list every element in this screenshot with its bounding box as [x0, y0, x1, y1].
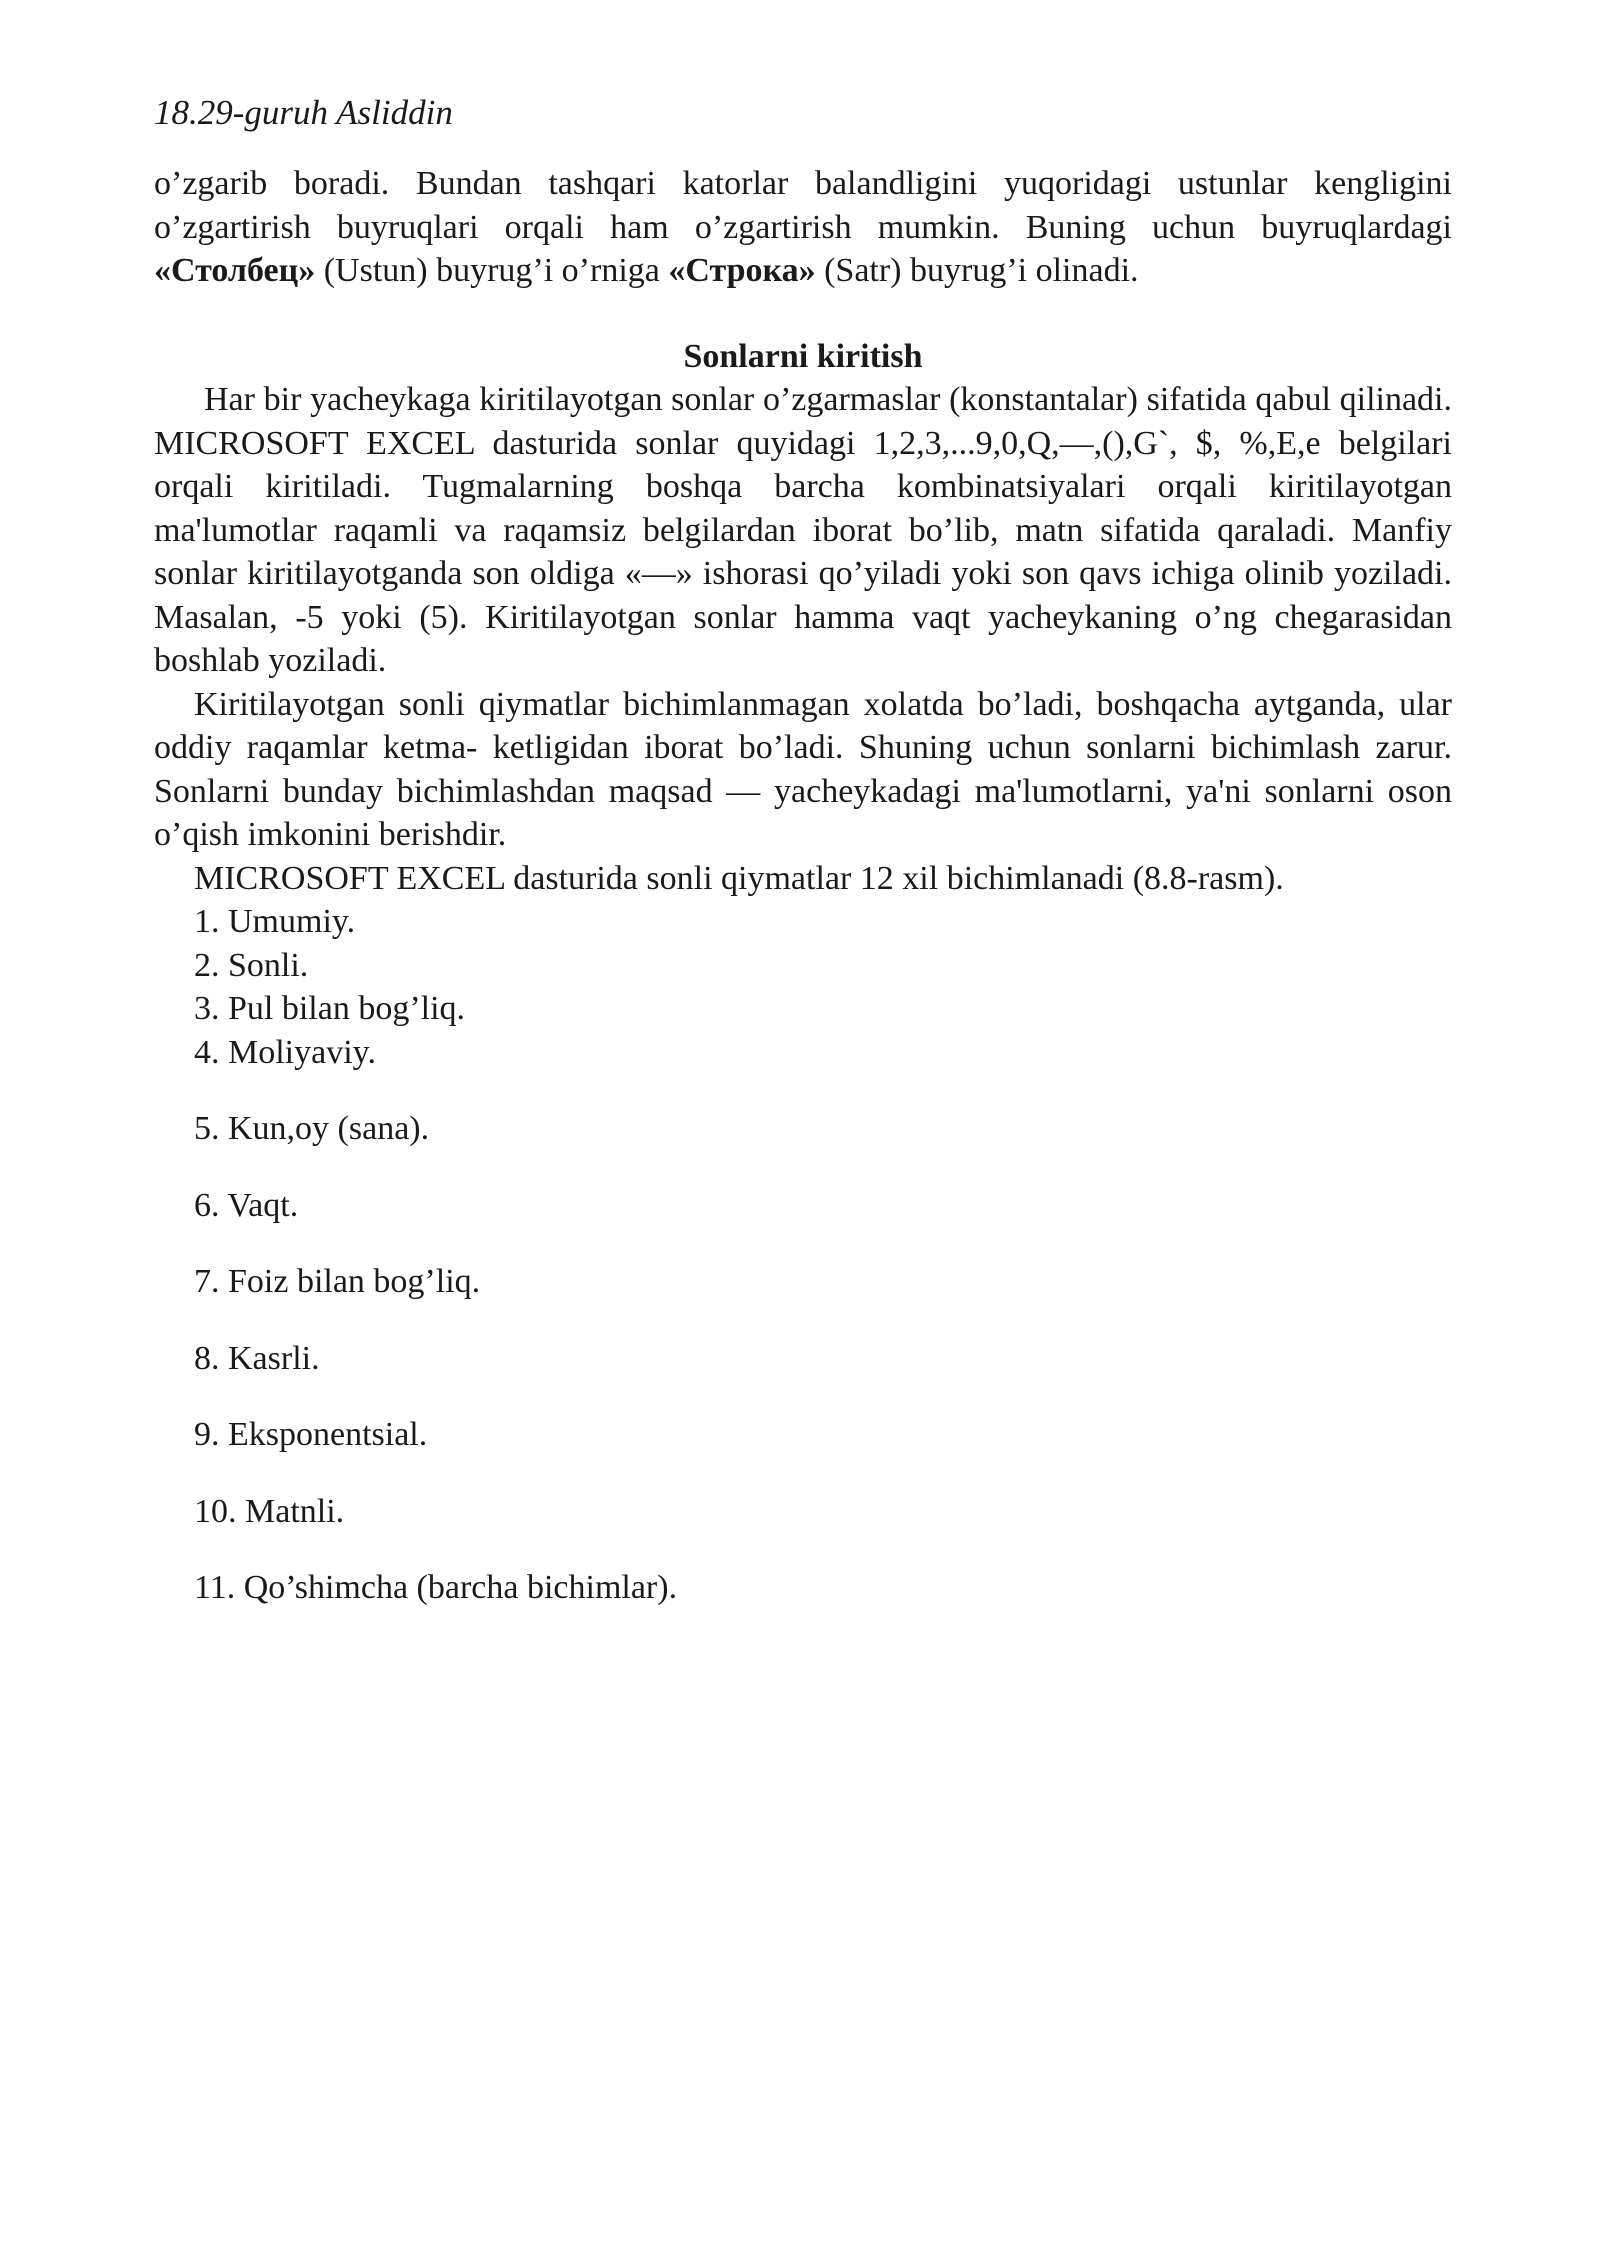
list-item: 6. Vaqt.: [194, 1186, 299, 1224]
document-page: [154, 92, 1452, 1610]
list-item: 9. Eksponentsial.: [194, 1416, 428, 1453]
intro-text-3: (Satr) buyrug’i olinadi.: [815, 252, 1139, 289]
intro-bold-stolbets: «Столбец»: [154, 252, 316, 289]
section-paragraph-1: Har bir yacheykaga kiritilayotgan sonlar o’zgarmaslar (konstantalar) sifatida qabul qilinadi. MICROSOFT EXCEL dasturida sonlar quyidagi 1,2,3,...9,0,Q,—,(),G`, $, %,E,e belgilari orqali kiritiladi. Tugmalarning boshqa barcha kombinatsiyalari orqali kiritilayotgan ma'lumotlar raqamli va raqamsiz belgilardan iborat bo’lib, matn sifatida qaraladi. Manfiy sonlar kiritilayotganda son oldiga «—» ishorasi qo’yiladi yoki son qavs ichiga olinib yoziladi. Masalan, -5 yoki (5). Kiritilayotgan sonlar hamma vaqt yacheykaning o’ng chegarasidan boshlab yoziladi.: [154, 381, 1452, 679]
list-item: 4. Moliyaviy.: [194, 1033, 376, 1071]
running-header: 18.29-guruh Asliddin: [154, 93, 453, 132]
formats-list-bottom: [154, 1107, 1452, 1610]
intro-bold-stroka: «Строка»: [668, 252, 816, 289]
intro-paragraph: [154, 162, 1452, 293]
section-paragraph-2: Kiritilayotgan sonli qiymatlar bichimlanmagan xolatda bo’ladi, boshqacha aytganda, ular oddiy raqamlar ketma- ketligidan iborat bo’ladi. Shuning uchun sonlarni bichimlash zarur. Sonlarni bunday bichimlashdan maqsad — yacheykadagi ma'lumotlarni, ya'ni sonlarni oson o’qish imkonini berishdir.: [154, 685, 1452, 853]
list-item: 1. Umumiy.: [194, 903, 356, 940]
intro-text-2: (Ustun) buyrug’i o’rniga: [315, 252, 669, 289]
intro-text-1: o’zgarib boradi. Bundan tashqari katorlar balandligini yuqoridagi ustunlar kengligini o’zgartirish buyruqlari orqali ham o’zgartirish mumkin. Buning uchun buyruqlardagi: [154, 165, 1452, 246]
list-item: 8. Kasrli.: [194, 1339, 320, 1377]
list-item: 11. Qo’shimcha (barcha bichimlar).: [194, 1569, 678, 1606]
list-item: 2. Sonli.: [194, 946, 309, 984]
list-item: 3. Pul bilan bog’liq.: [194, 990, 466, 1027]
list-item: 5. Kun,oy (sana).: [194, 1110, 430, 1147]
list-item: 7. Foiz bilan bog’liq.: [194, 1263, 481, 1300]
section-heading: Sonlarni kiritish: [683, 337, 923, 375]
section-paragraph-3: MICROSOFT EXCEL dasturida sonli qiymatlar 12 xil bichimlanadi (8.8-rasm).: [194, 859, 1284, 897]
formats-list-top: [154, 900, 1452, 1074]
list-item: 10. Matnli.: [194, 1492, 345, 1530]
